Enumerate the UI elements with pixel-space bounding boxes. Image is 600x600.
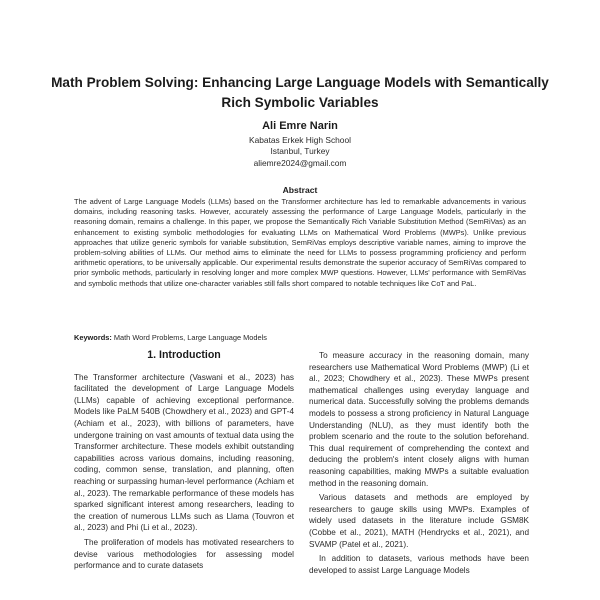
right-paragraph-1: To measure accuracy in the reasoning domain, many researchers use Mathematical Word Problems (MWP) (Li et al., 2023; Chowdhery et al., 2023). These MWPs present mathematical challenges using everyday language and numerical data. Successfully solving the problems demands models to possess a strong proficiency in Natural Language Understanding (NLU), as they must identify both the problem scenario and the route to the solution beforehand. This dual requirement of comprehending the context and deducing the problem's intent closely aligns with human reasoning capabilities, making MWPs a suitable evaluation method in the reasoning domain. [309, 351, 529, 488]
keywords-line [74, 333, 526, 342]
intro-paragraph-2: The proliferation of models has motivated researchers to devise various methodologies for assessing model performance and to curate datasets [74, 537, 294, 571]
author-location: Istanbul, Turkey [270, 146, 330, 157]
introduction-heading: 1. Introduction [147, 349, 221, 361]
right-column [309, 350, 529, 579]
right-paragraph-3: In addition to datasets, various methods have been developed to assist Large Language Models [309, 554, 529, 575]
author-affiliation [0, 135, 600, 169]
paper-title: Math Problem Solving: Enhancing Large Language Models with Semantically Rich Symbolic Variables [51, 75, 549, 110]
left-column [74, 350, 294, 575]
author-email: aliemre2024@gmail.com [253, 157, 347, 168]
author-school: Kabatas Erkek High School [249, 135, 351, 145]
keywords-label: Keywords: [74, 333, 112, 342]
abstract-heading: Abstract [282, 185, 318, 195]
author-name: Ali Emre Narin [262, 120, 338, 132]
abstract-text: The advent of Large Language Models (LLMs) based on the Transformer architecture has led to remarkable advancements in various domains, including reasoning tasks. However, accurately assessing the performance of Large Language Models, particularly in the reasoning domain, remains a challenge. In this paper, we propose the Semantically Rich Variable Substitution Method (SemRiVas) as an enhancement to existing symbolic methodologies for evaluating LLMs on Mathematical Word Problems (MWPs). Unlike previous approaches that utilize generic symbols for variable substitution, SemRiVas employs descriptive variable names, aiming to improve the problem-solving abilities of LLMs. Our method aims to eliminate the need for LLMs to possess programming proficiency and perform arithmetic operations, to be universally applicable. Our experimental results demonstrate the superior accuracy of SemRiVas compared to prior symbolic methods, particularly in resolving longer and more complex MWP questions. However, LLMs' performance with SemRiVas and symbolic methods that utilize one-character variables still falls short compared to notable techniques like CoT and PaL. [74, 197, 526, 288]
keywords-text: Math Word Problems, Large Language Models [113, 333, 267, 342]
intro-paragraph-1: The Transformer architecture (Vaswani et al., 2023) has facilitated the development of Large Language Models (LLMs) capable of achieving exceptional performance. Models like PaLM 540B (Chowdhery et al., 2023) and GPT-4 (Achiam et al., 2023), with billions of parameters, have undergone training on vast amounts of textual data using the Transformer architecture. These models exhibit outstanding capabilities across various domains, including reasoning, coding, common sense, translation, and planning, often reaching or surpassing human-level performance (Achiam et al., 2023). The remarkable performance of these models has sparked significant interest among researchers, leading to the creation of numerous LLMs such as Llama (Touvron et al., 2023) and Phi (Li et al., 2023). [74, 372, 294, 533]
right-paragraph-2: Various datasets and methods are employed by researchers to gauge skills using MWPs. Examples of widely used datasets in the literature include GSM8K (Cobbe et al., 2021), MATH (Hendrycks et al., 2021), and SVAMP (Patel et al., 2021). [309, 493, 529, 549]
